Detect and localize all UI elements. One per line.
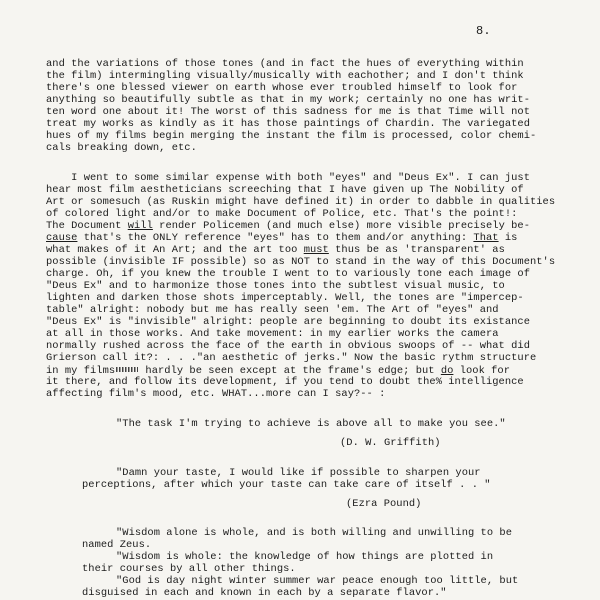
text-line: it there, and follow its development, if you tend to doubt the% intelligence [46,376,524,388]
text-segment: that's the ONLY reference "eyes" has to them and/or anything: [77,232,474,244]
text-line: anything so beautifully subtle as that in my work; certainly no one has writ- [46,94,530,106]
text-segment: in my films [46,365,116,377]
text-line [46,220,586,232]
text-line: at all in those works. And take movement: in my earlier works the camera [46,328,499,340]
text-segment: The Document [46,220,128,232]
quote-line: their courses by all other things. [82,563,296,575]
text-line: cals breaking down, etc. [46,142,197,154]
text-line: hear most film aestheticians screeching that I have given up The Nobility of [46,184,524,196]
text-line: the film) intermingling visually/musically with eachother; and I don't think [46,70,524,82]
underlined-word: cause [46,232,78,244]
text-line [46,232,586,244]
text-segment: what makes of it An Art; and the art too [46,244,304,256]
underlined-word: must [303,244,329,256]
text-line: lighten and darken those shots imperceptably. Well, the tones are "impercep- [46,292,524,304]
text-line: there's one blessed viewer on earth whose ever troubled himself to look for [46,82,518,94]
text-segment: thus be as 'transparent' as [328,244,505,256]
struck-out-word [116,364,138,375]
text-segment: look for [453,365,510,377]
text-line: possible (invisible IF possible) so as NOT to stand in the way of this Document's [46,256,556,268]
text-line: Art or somesuch (as Ruskin might have defined it) in order to dabble in qualities [46,196,556,208]
quote-attribution: (D. W. Griffith) [340,437,441,449]
text-line: Grierson call it?: . . ."an aesthetic of jerks." Now the basic rythm structure [46,352,537,364]
text-line: ten word one about it! The worst of this sadness for me is that Time will not [46,106,530,118]
text-line: normally rushed across the face of the earth in obvious swoops of -- what did [46,340,530,352]
text-line: I went to some similar expense with both "eyes" and "Deus Ex". I can just [46,172,530,184]
underlined-word: do [440,365,454,377]
underlined-word: will [127,220,153,232]
text-line [46,244,586,256]
quote-line: "The task I'm trying to achieve is above all to make you see." [116,418,506,430]
text-line: and the variations of those tones (and in fact the hues of everything within [46,58,524,70]
quote-line: "God is day night winter summer war peace enough too little, but [116,575,519,587]
text-line: of colored light and/or to make Document of Police, etc. That's the point!: [46,208,518,220]
text-segment: render Policemen (and much else) more visible precisely be- [152,220,530,232]
quote-line: disguised in each and known in each by a separate flavor." [82,587,447,599]
text-line: affecting film's mood, etc. WHAT...more can I say?-- : [46,388,386,400]
quote-line: perceptions, after which your taste can take care of itself . . " [82,479,491,491]
text-line: charge. Oh, if you knew the trouble I went to to variously tone each image of [46,268,530,280]
quote-line: "Wisdom alone is whole, and is both willing and unwilling to be [116,527,512,539]
text-line: "Deus Ex" is "invisible" alright: people are beginning to doubt its existance [46,316,530,328]
text-line: hues of my films begin merging the instant the film is processed, color chemi- [46,130,537,142]
text-line: "Deus Ex" and to harmonize those tones into the subtlest visual music, to [46,280,505,292]
quote-line: named Zeus. [82,539,152,551]
quote-attribution: (Ezra Pound) [346,498,422,510]
quote-line: "Damn your taste, I would like if possible to sharpen your [116,467,481,479]
text-segment: is [498,232,518,244]
text-segment: hardly be seen except at the frame's edge; but [139,365,441,377]
underlined-word: That [473,232,499,244]
text-line: table" alright: nobody but me has really seen 'em. The Art of "eyes" and [46,304,499,316]
text-line: treat my works as kindly as it has those paintings of Chardin. The variegated [46,118,530,130]
quote-line: "Wisdom is whole: the knowledge of how things are plotted in [116,551,494,563]
page-number: 8. [476,24,491,38]
